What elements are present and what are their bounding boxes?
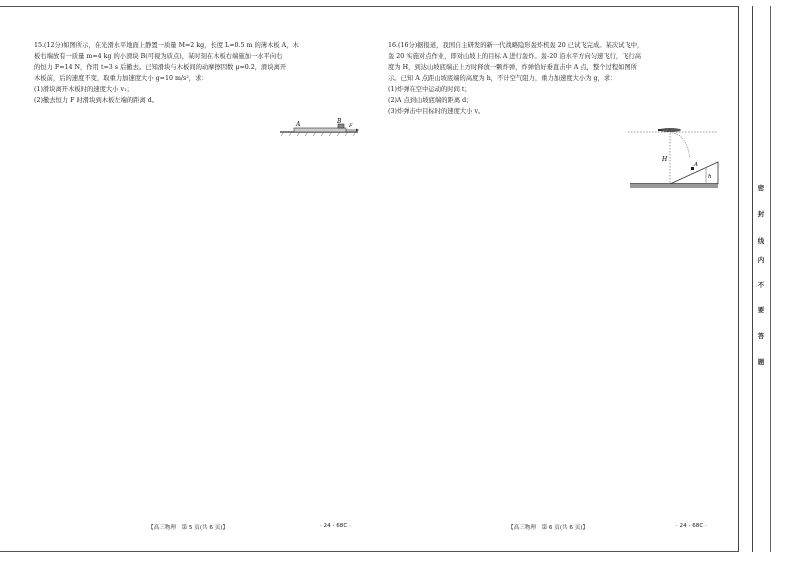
question-15 bbox=[34, 40, 364, 106]
ground-fill bbox=[630, 184, 718, 188]
question-16-line: 度为 H，到达山坡底端正上方时释放一颗炸弹，炸弹恰好垂直击中 A 点，整个过程如图所 bbox=[388, 64, 638, 71]
question-15-line: 板右端放有一质量 m=4 kg 的小滑块 B(可视为质点)，某时刻在木板右端施加一水平向右 bbox=[34, 53, 283, 60]
label-b: B bbox=[337, 118, 342, 125]
binding-line bbox=[752, 6, 753, 552]
footer-right-code: · 24 - 68C · bbox=[676, 523, 707, 529]
label-big-h: H bbox=[662, 156, 668, 163]
binding-line bbox=[770, 6, 771, 552]
top-border bbox=[0, 6, 738, 7]
seal-char: 题 bbox=[757, 358, 765, 366]
question-16-subquestion: (2)A 点到山坡底端的距离 d； bbox=[388, 97, 473, 104]
board-a bbox=[294, 128, 346, 132]
question-15-subquestion: (2)撤去恒力 F 时滑块到木板左端的距离 d。 bbox=[34, 97, 159, 104]
question-15-subquestion: (1)滑块离开木板时的速度大小 v₁； bbox=[34, 86, 133, 93]
seal-char: 线 bbox=[757, 237, 765, 245]
label-a: A bbox=[296, 121, 301, 128]
seal-char: 不 bbox=[757, 281, 765, 289]
binding-line bbox=[738, 6, 739, 552]
bottom-border bbox=[0, 551, 738, 552]
question-16-line: 16.(16分)据报道，我国自主研发的新一代战略隐形轰炸机轰 20 已试飞完成。某次试飞中， bbox=[388, 42, 644, 49]
question-16 bbox=[388, 40, 718, 117]
footer-left-code: · 24 - 68C · bbox=[320, 523, 351, 529]
question-15-line: 的恒力 F=14 N，作用 t=3 s 后撤去。已知滑块与木板间的动摩擦因数 μ=0.2，滑块离开 bbox=[34, 64, 287, 71]
question-16-figure bbox=[628, 124, 720, 190]
force-arrowhead bbox=[356, 129, 359, 132]
seal-char: 封 bbox=[757, 210, 765, 218]
question-15-line: 木板前，后的速度不变，取重力加速度大小 g=10 m/s²，求： bbox=[34, 75, 208, 82]
seal-char: 答 bbox=[757, 332, 765, 340]
footer-left-title: 【高三物理 第 5 页(共 6 页)】 bbox=[148, 525, 229, 531]
seal-char: 要 bbox=[757, 306, 765, 314]
label-small-h: h bbox=[708, 174, 712, 180]
footer-right-title: 【高三物理 第 6 页(共 6 页)】 bbox=[508, 525, 589, 531]
question-16-line: 示。已知 A 点距山坡底端的高度为 h，不计空气阻力，重力加速度大小为 g，求： bbox=[388, 75, 617, 82]
bomb-trajectory bbox=[672, 133, 690, 158]
question-15-figure bbox=[280, 115, 360, 137]
seal-char: 密 bbox=[757, 184, 765, 192]
bomber-icon bbox=[658, 128, 681, 132]
question-16-subquestion: (3)炸弹击中目标时的速度大小 v。 bbox=[388, 108, 485, 115]
question-16-line: 轰 20 实施对点作业，即对山坡上的目标 A 进行轰炸。轰-20 沿水平方向匀速飞行，飞行高 bbox=[388, 53, 642, 60]
ground-hatch bbox=[281, 132, 356, 136]
label-a: A bbox=[694, 162, 698, 168]
seal-char: 内 bbox=[757, 256, 765, 264]
question-15-line: 15.(12分)如图所示，在光滑水平地面上静置一质量 M=2 kg，长度 L=0.5 m 的薄木板 A，木 bbox=[34, 42, 299, 49]
question-16-subquestion: (1)炸弹在空中运动的时间 t； bbox=[388, 86, 471, 93]
label-f: F bbox=[349, 123, 353, 129]
